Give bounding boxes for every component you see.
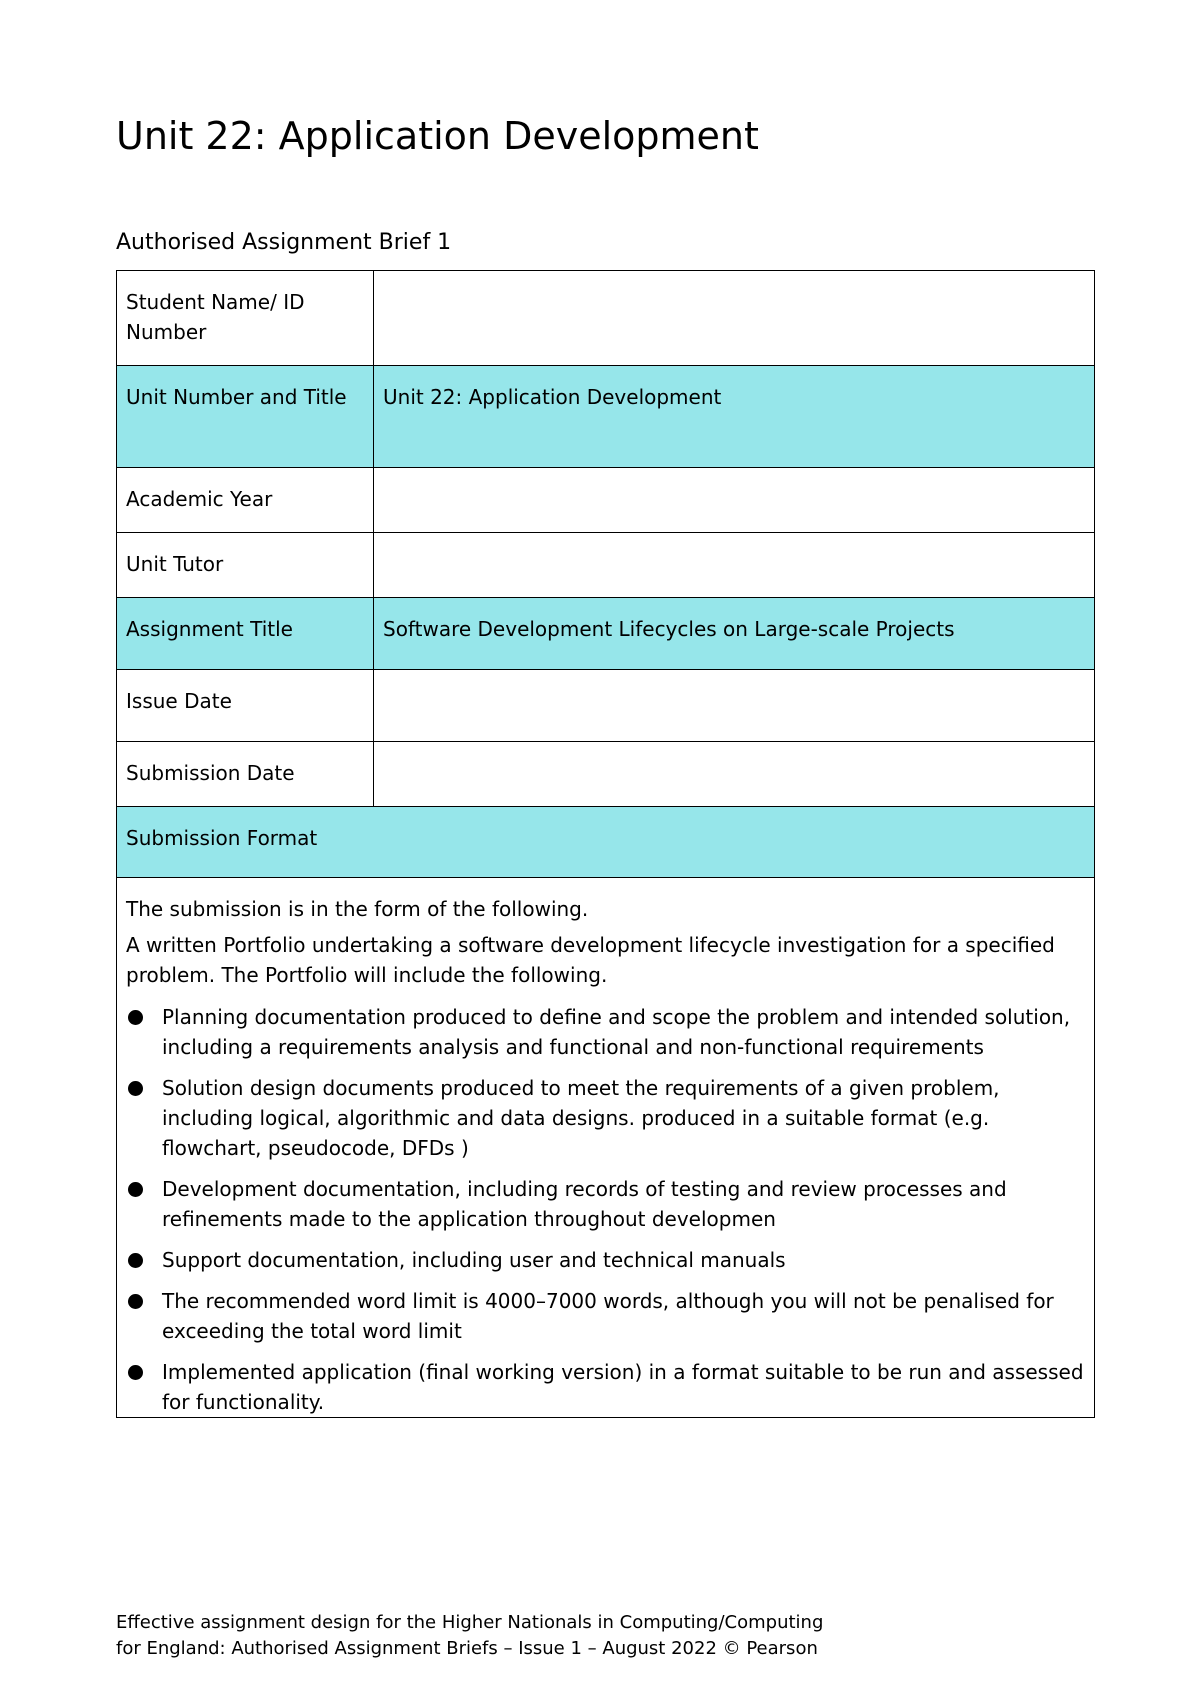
footer-line-2: for England: Authorised Assignment Briefs – Issue 1 – August 2022 © Pearson <box>116 1638 818 1659</box>
list-item-text: Solution design documents produced to meet the requirements of a given problem, including logical, algorithmic and data designs. produced in a suitable format (e.g. flowchart, pseudocode, DFDs ) <box>162 1076 1000 1160</box>
list-item-text: Implemented application (final working version) in a format suitable to be run and assessed for functionality. <box>162 1360 1084 1414</box>
unit-tutor-value <box>374 533 1095 598</box>
list-item <box>126 1286 1085 1346</box>
bullet-icon <box>128 1365 143 1380</box>
submission-date-label: Submission Date <box>117 742 374 807</box>
bullet-icon <box>128 1294 143 1309</box>
list-item-text: Development documentation, including records of testing and review processes and refinements made to the application throughout developmen <box>162 1177 1007 1231</box>
issue-date-label: Issue Date <box>117 670 374 742</box>
submission-date-value <box>374 742 1095 807</box>
table-row-academic-year <box>117 468 1095 533</box>
table-row-submission-format <box>117 807 1095 878</box>
list-item-text: Planning documentation produced to define and scope the problem and intended solution, including a requirements analysis and functional and non-functional requirements <box>162 1005 1071 1059</box>
submission-description: A written Portfolio undertaking a software development lifecycle investigation for a specified problem. The Portfolio will include the following. <box>126 933 1055 987</box>
document-title: Unit 22: Application Development <box>116 114 759 158</box>
list-item <box>126 1002 1085 1062</box>
list-item <box>126 1174 1085 1234</box>
list-item <box>126 1357 1085 1417</box>
issue-date-value <box>374 670 1095 742</box>
bullet-icon <box>128 1253 143 1268</box>
submission-format-heading: Submission Format <box>117 807 1095 878</box>
assignment-brief-table <box>116 270 1095 1418</box>
list-item <box>126 1245 1085 1275</box>
student-name-label: Student Name/ ID Number <box>117 271 374 366</box>
table-row-submission-date <box>117 742 1095 807</box>
student-name-value <box>374 271 1095 366</box>
academic-year-label: Academic Year <box>117 468 374 533</box>
bullet-icon <box>128 1010 143 1025</box>
footer-line-1: Effective assignment design for the Higher Nationals in Computing/Computing <box>116 1612 824 1633</box>
document-subtitle: Authorised Assignment Brief 1 <box>116 230 452 255</box>
list-item <box>126 1073 1085 1163</box>
unit-number-value: Unit 22: Application Development <box>374 366 1095 468</box>
unit-number-label: Unit Number and Title <box>117 366 374 468</box>
unit-tutor-label: Unit Tutor <box>117 533 374 598</box>
academic-year-value <box>374 468 1095 533</box>
assignment-title-value: Software Development Lifecycles on Large-scale Projects <box>374 598 1095 670</box>
page-footer <box>116 1610 823 1662</box>
table-row-assignment-title <box>117 598 1095 670</box>
list-item-text: Support documentation, including user and technical manuals <box>162 1248 786 1272</box>
submission-items-list <box>126 1002 1085 1417</box>
table-row-issue-date <box>117 670 1095 742</box>
list-item-text: The recommended word limit is 4000–7000 words, although you will not be penalised for exceeding the total word limit <box>162 1289 1054 1343</box>
assignment-title-label: Assignment Title <box>117 598 374 670</box>
table-row-unit-number <box>117 366 1095 468</box>
table-row-submission-details <box>117 878 1095 1418</box>
bullet-icon <box>128 1081 143 1096</box>
submission-intro: The submission is in the form of the following. <box>126 897 589 921</box>
table-row-unit-tutor <box>117 533 1095 598</box>
table-row-student-name <box>117 271 1095 366</box>
bullet-icon <box>128 1182 143 1197</box>
submission-details-cell <box>117 878 1095 1418</box>
